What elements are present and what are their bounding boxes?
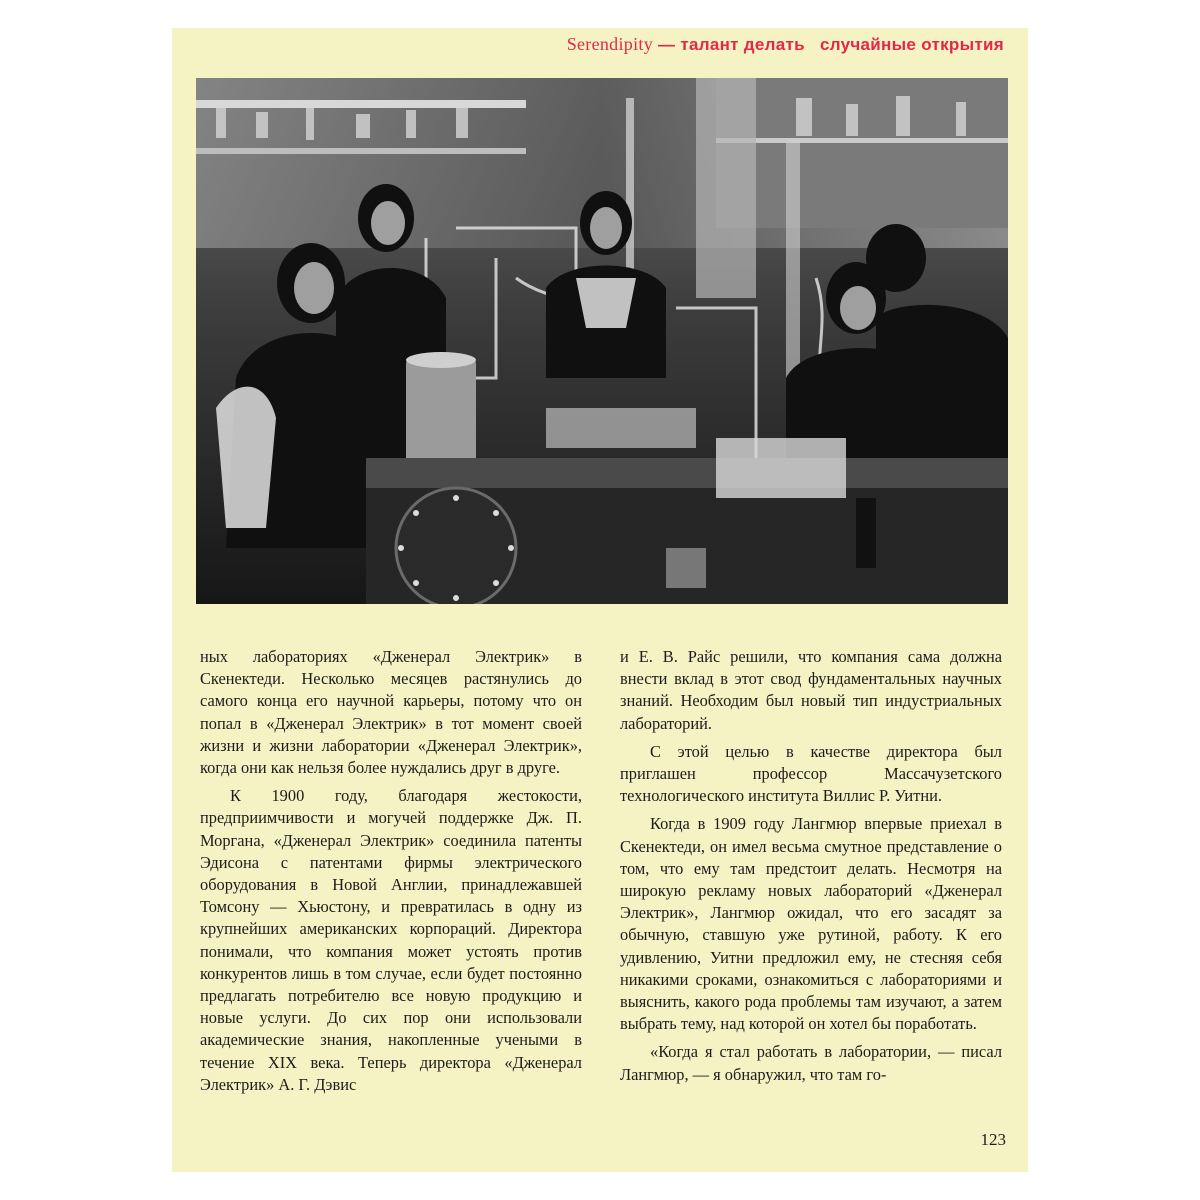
laboratory-photo-icon [196, 78, 1008, 604]
header-dash: — [653, 35, 681, 54]
paragraph: К 1900 году, благодаря жестокости, предприимчивости и могучей поддержке Дж. П. Моргана, «Дженерал Электрик» соединила патенты Эдисона с патентами фирмы электрического оборудования в Новой Англии, принадлежавшей Томсону — Хьюстону, и превратилась в одну из крупнейших американских корпораций. Директора понимали, что компания может устоять против конкурентов лишь в том случае, если будет постоянно предлагать потребителю все новую продукцию и новые услуги. До сих пор они использовали академические знания, накопленные учеными в течение XIX века. Теперь директора «Дженерал Электрик» А. Г. Дэвис [200, 786, 582, 1094]
paragraph: и Е. В. Райс решили, что компания сама должна внести вклад в этот свод фундаментальных научных знаний. Необходим был новый тип индустриальных лабораторий. [620, 647, 1002, 733]
text-column-right [620, 646, 1002, 1086]
running-header [567, 34, 1004, 64]
header-word-en: Serendipity [566, 34, 653, 54]
paragraph: «Когда я стал работать в лаборатории, — писал Лангмюр, — я обнаружил, что там го- [620, 1042, 1002, 1084]
paragraph: С этой целью в качестве директора был приглашен профессор Массачузетского технологического института Виллис Р. Уитни. [620, 741, 1002, 806]
header-phrase-a: талант делать [680, 35, 805, 54]
page-number: 123 [980, 1130, 1006, 1149]
header-phrase-b: случайные открытия [819, 35, 1004, 54]
laboratory-photo [196, 78, 1008, 604]
paragraph: ных лабораториях «Дженерал Электрик» в Скенектеди. Несколько месяцев растянулись до самого конца его научной карьеры, потому что он попал в «Дженерал Электрик» в тот момент своей жизни и жизни лаборатории «Дженерал Электрик», когда они как нельзя более нуждались друг в друге. [200, 647, 582, 778]
book-page [172, 28, 1028, 1172]
text-column-left [200, 646, 582, 1096]
paragraph: Когда в 1909 году Лангмюр впервые приехал в Скенектеди, он имел весьма смутное представление о том, что ему там предстоит делать. Несмотря на широкую рекламу новых лабораторий «Дженерал Электрик», Лангмюр ожидал, что его засадят за обычную, ставшую уже рутиной, работу. К его удивлению, Уитни предложил ему, не стесняя себя никакими сроками, ознакомиться с лабораториями и выяснить, какого рода проблемы там изучают, а затем выбрать тему, над которой он хотел бы поработать. [620, 814, 1002, 1034]
